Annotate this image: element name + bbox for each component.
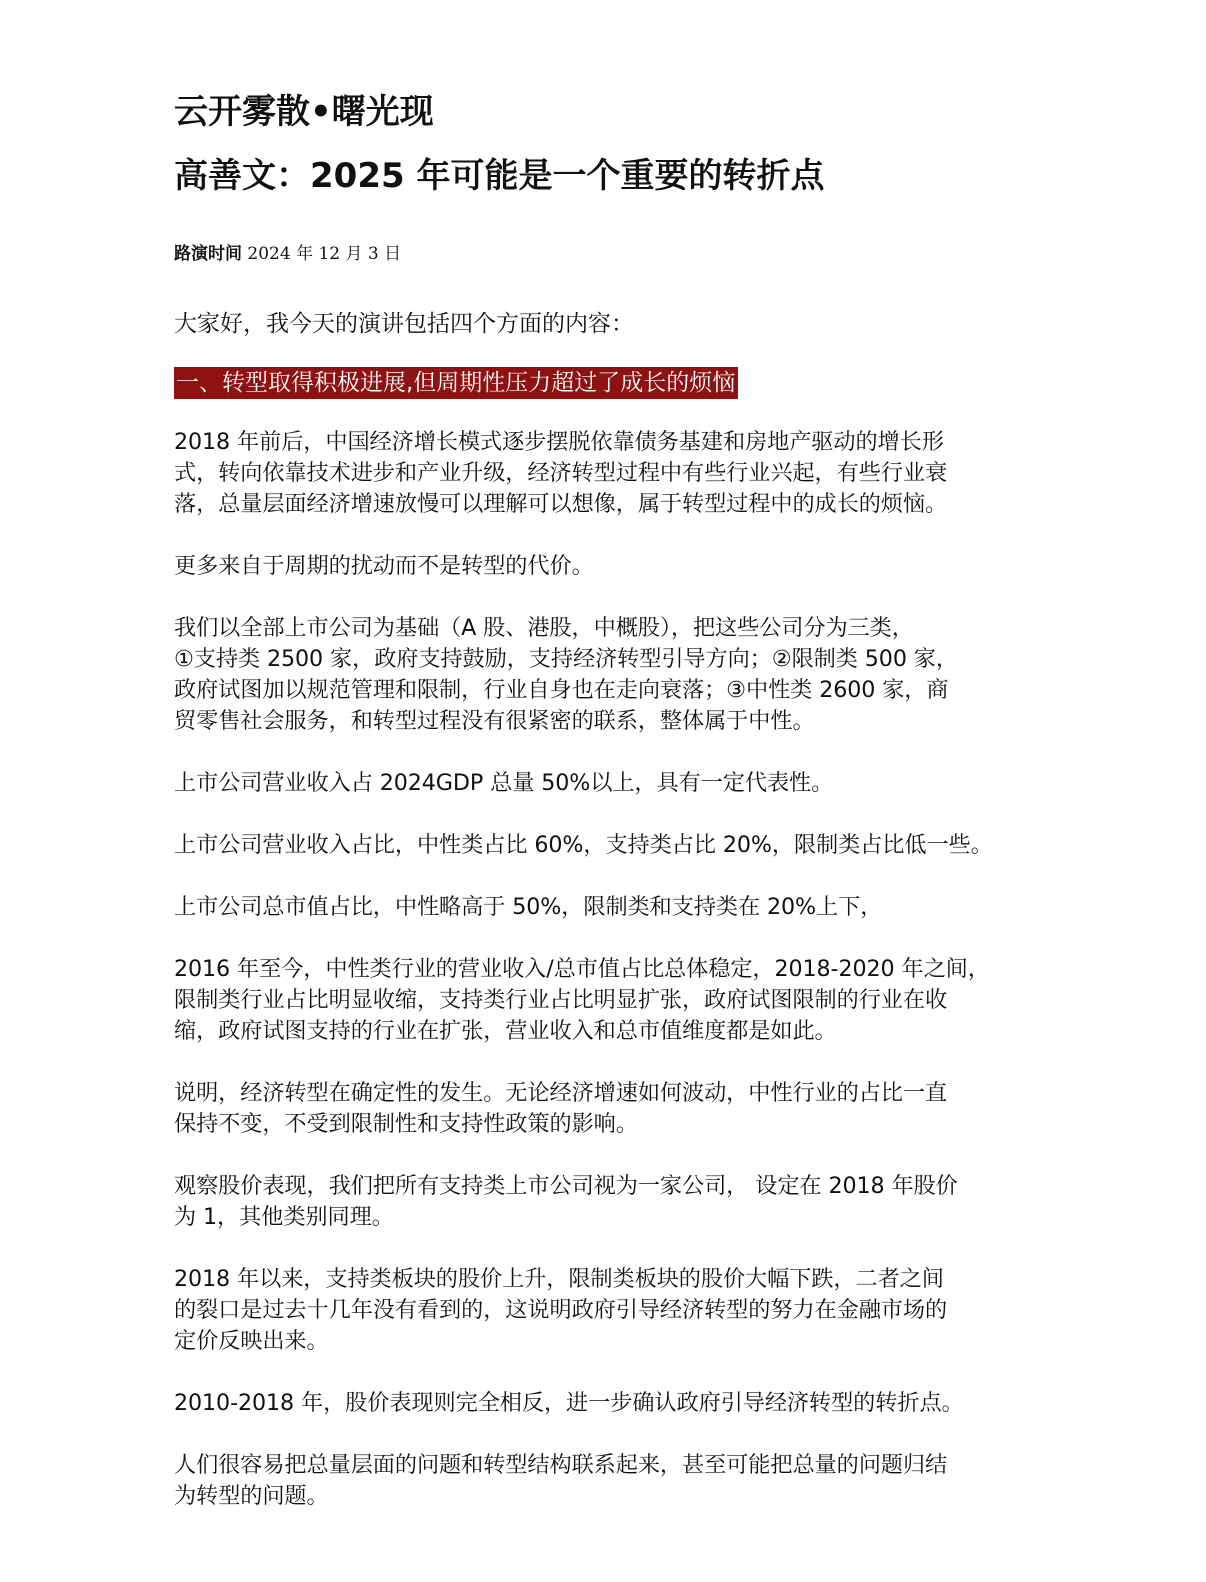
paragraph-line: 人们很容易把总量层面的问题和转型结构联系起来，甚至可能把总量的问题归结: [174, 1452, 948, 1478]
paragraph: [174, 892, 1034, 923]
paragraph-line: 式，转向依靠技术进步和产业升级，经济转型过程中有些行业兴起，有些行业衰: [174, 460, 948, 486]
paragraph-line: 上市公司总市值占比，中性略高于 50%，限制类和支持类在 20%上下，: [174, 894, 883, 920]
paragraph-line: 落，总量层面经济增速放慢可以理解可以想像，属于转型过程中的成长的烦恼。: [174, 491, 948, 517]
paragraph: [174, 1171, 1034, 1233]
paragraph: [174, 954, 1034, 1047]
paragraph-line: 保持不变，不受到限制性和支持性政策的影响。: [174, 1111, 638, 1137]
paragraph-line: 缩，政府试图支持的行业在扩张，营业收入和总市值维度都是如此。: [174, 1018, 837, 1044]
paragraph-line: 观察股价表现，我们把所有支持类上市公司视为一家公司， 设定在 2018 年股价: [174, 1173, 958, 1199]
paragraph-line: 说明，经济转型在确定性的发生。无论经济增速如何波动，中性行业的占比一直: [174, 1080, 948, 1106]
paragraph-line: 的裂口是过去十几年没有看到的，这说明政府引导经济转型的努力在金融市场的: [174, 1297, 948, 1323]
body-paragraphs: [174, 427, 1034, 1512]
paragraph: [174, 1450, 1034, 1512]
roadshow-date: [174, 242, 1034, 266]
paragraph: [174, 427, 1034, 520]
paragraph-line: 2018 年前后，中国经济增长模式逐步摆脱依靠债务基建和房地产驱动的增长形: [174, 429, 944, 455]
paragraph: [174, 830, 1034, 861]
paragraph-line: 更多来自于周期的扰动而不是转型的代价。: [174, 553, 594, 579]
paragraph-line: 定价反映出来。: [174, 1328, 329, 1354]
paragraph-line: 2016 年至今，中性类行业的营业收入/总市值占比总体稳定，2018-2020 年之间，: [174, 956, 990, 982]
paragraph-line: 为转型的问题。: [174, 1483, 329, 1509]
paragraph-line: 限制类行业占比明显收缩，支持类行业占比明显扩张，政府试图限制的行业在收: [174, 987, 948, 1013]
paragraph-line: 上市公司营业收入占 2024GDP 总量 50%以上，具有一定代表性。: [174, 770, 834, 796]
paragraph-line: 为 1，其他类别同理。: [174, 1204, 394, 1230]
section-heading: 一、转型取得积极进展,但周期性压力超过了成长的烦恼: [174, 367, 738, 399]
roadshow-date-value: 2024 年 12 月 3 日: [242, 244, 402, 264]
document-title: 云开雾散•曙光现: [174, 92, 434, 132]
paragraph-line: 上市公司营业收入占比，中性类占比 60%，支持类占比 20%，限制类占比低一些。: [174, 832, 993, 858]
intro-paragraph: 大家好，我今天的演讲包括四个方面的内容：: [174, 311, 634, 337]
paragraph-line: 政府试图加以规范管理和限制，行业自身也在走向衰落；③中性类 2600 家，商: [174, 677, 949, 703]
paragraph-line: 贸零售社会服务，和转型过程没有很紧密的联系，整体属于中性。: [174, 708, 815, 734]
document-subtitle: 高善文：2025 年可能是一个重要的转折点: [174, 156, 825, 196]
paragraph-line: 2018 年以来，支持类板块的股价上升，限制类板块的股价大幅下跌，二者之间: [174, 1266, 944, 1292]
paragraph: [174, 768, 1034, 799]
paragraph-line: 我们以全部上市公司为基础（A 股、港股，中概股），把这些公司分为三类，: [174, 615, 914, 641]
paragraph: [174, 1078, 1034, 1140]
roadshow-date-label: 路演时间: [174, 244, 242, 264]
paragraph-line: 2010-2018 年，股价表现则完全相反，进一步确认政府引导经济转型的转折点。: [174, 1390, 964, 1416]
paragraph: [174, 1264, 1034, 1357]
paragraph: [174, 1388, 1034, 1419]
paragraph: [174, 551, 1034, 582]
paragraph: [174, 613, 1034, 737]
document-page: [174, 92, 1034, 1512]
paragraph-line: ①支持类 2500 家，政府支持鼓励，支持经济转型引导方向；②限制类 500 家，: [174, 646, 958, 672]
